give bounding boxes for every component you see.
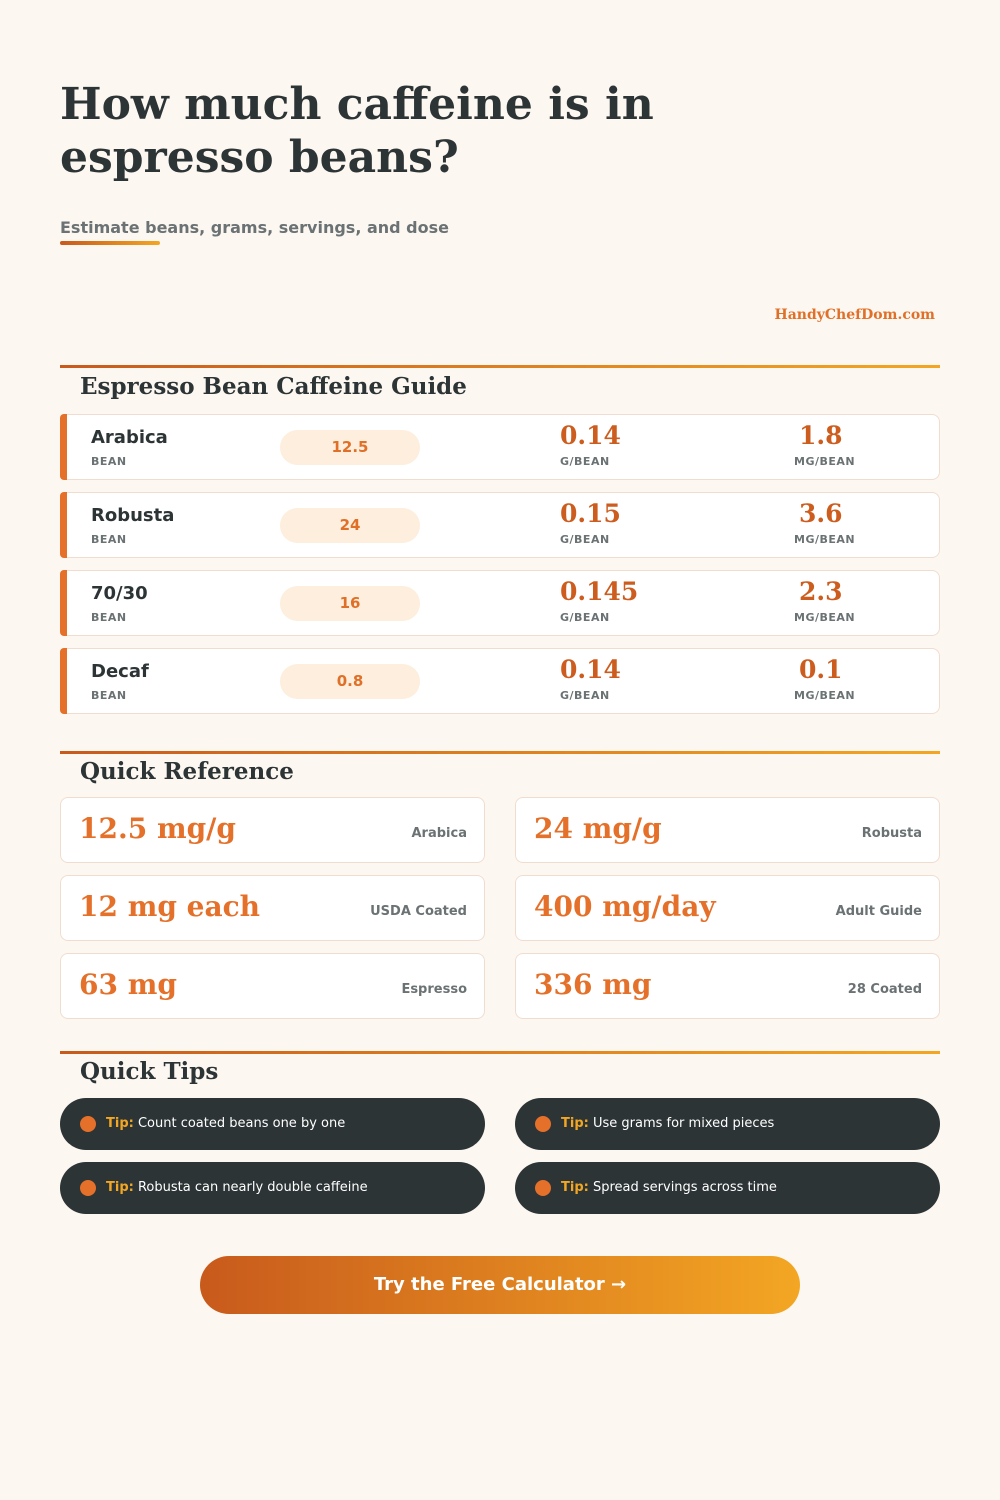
reference-section-divider (60, 751, 940, 754)
reference-label: USDA Coated (370, 904, 467, 919)
caffeine-mg-per-g-pill: 16 (280, 586, 420, 621)
reference-value: 400 mg/day (534, 890, 716, 923)
reference-value: 63 mg (79, 968, 177, 1001)
mg-per-bean-unit: MG/BEAN (794, 455, 856, 468)
tips-section-title: Quick Tips (80, 1058, 219, 1085)
tip-body: Count coated beans one by one (137, 1116, 346, 1131)
reference-label: 28 Coated (847, 982, 922, 997)
row-accent-bar (60, 570, 67, 636)
reference-card (515, 797, 940, 863)
grams-per-bean-unit: G/BEAN (560, 689, 610, 702)
page-subtitle: Estimate beans, grams, servings, and dose (60, 218, 449, 237)
reference-value: 336 mg (534, 968, 652, 1001)
reference-card (60, 953, 485, 1019)
mg-per-bean: 1.8 (799, 421, 843, 450)
caffeine-mg-per-g-pill: 0.8 (280, 664, 420, 699)
grams-per-bean: 0.15 (560, 499, 621, 528)
grams-per-bean-unit: G/BEAN (560, 533, 610, 546)
tip-label: Tip: (106, 1180, 134, 1195)
tip-pill (60, 1162, 485, 1214)
tip-bullet-icon (80, 1116, 96, 1132)
guide-section-title: Espresso Bean Caffeine Guide (80, 373, 467, 400)
grams-per-bean: 0.14 (560, 421, 621, 450)
bean-unit: BEAN (91, 689, 127, 702)
mg-per-bean: 2.3 (799, 577, 843, 606)
grams-per-bean-unit: G/BEAN (560, 611, 610, 624)
mg-per-bean-unit: MG/BEAN (794, 689, 856, 702)
tip-label: Tip: (561, 1116, 589, 1131)
guide-row-robusta (60, 492, 940, 558)
tip-bullet-icon (535, 1180, 551, 1196)
tip-text (561, 1180, 777, 1195)
reference-value: 24 mg/g (534, 812, 662, 845)
reference-value: 12.5 mg/g (79, 812, 236, 845)
try-calculator-button[interactable]: Try the Free Calculator → (200, 1256, 800, 1314)
row-accent-bar (60, 648, 67, 714)
bean-name: Arabica (91, 427, 168, 448)
grams-per-bean: 0.14 (560, 655, 621, 684)
reference-label: Espresso (401, 982, 467, 997)
subtitle-underline (60, 241, 160, 245)
reference-value: 12 mg each (79, 890, 261, 923)
tip-pill (515, 1098, 940, 1150)
reference-section-title: Quick Reference (80, 758, 294, 785)
mg-per-bean-unit: MG/BEAN (794, 533, 856, 546)
page-title: How much caffeine is in espresso beans? (60, 79, 654, 183)
bean-unit: BEAN (91, 533, 127, 546)
tip-pill (515, 1162, 940, 1214)
row-accent-bar (60, 492, 67, 558)
reference-card (60, 797, 485, 863)
bean-unit: BEAN (91, 611, 127, 624)
bean-name: 70/30 (91, 583, 148, 604)
bean-name: Decaf (91, 661, 149, 682)
bean-name: Robusta (91, 505, 175, 526)
mg-per-bean: 3.6 (799, 499, 843, 528)
caffeine-mg-per-g-pill: 12.5 (280, 430, 420, 465)
guide-row-decaf (60, 648, 940, 714)
reference-label: Adult Guide (835, 904, 922, 919)
guide-section-divider (60, 365, 940, 368)
mg-per-bean: 0.1 (799, 655, 843, 684)
tip-pill (60, 1098, 485, 1150)
reference-label: Arabica (411, 826, 467, 841)
tips-section-divider (60, 1051, 940, 1054)
reference-card (60, 875, 485, 941)
tip-bullet-icon (80, 1180, 96, 1196)
reference-card (515, 875, 940, 941)
reference-label: Robusta (861, 826, 922, 841)
tip-label: Tip: (561, 1180, 589, 1195)
grams-per-bean-unit: G/BEAN (560, 455, 610, 468)
guide-row-arabica (60, 414, 940, 480)
tip-text (561, 1116, 774, 1131)
brand-name: HandyChefDom.com (774, 307, 935, 323)
tip-text (106, 1116, 345, 1131)
row-accent-bar (60, 414, 67, 480)
tip-body: Spread servings across time (592, 1180, 777, 1195)
tip-body: Robusta can nearly double caffeine (137, 1180, 368, 1195)
mg-per-bean-unit: MG/BEAN (794, 611, 856, 624)
bean-unit: BEAN (91, 455, 127, 468)
tip-text (106, 1180, 368, 1195)
tip-bullet-icon (535, 1116, 551, 1132)
guide-row-blend (60, 570, 940, 636)
tip-label: Tip: (106, 1116, 134, 1131)
reference-card (515, 953, 940, 1019)
caffeine-mg-per-g-pill: 24 (280, 508, 420, 543)
tip-body: Use grams for mixed pieces (592, 1116, 775, 1131)
grams-per-bean: 0.145 (560, 577, 639, 606)
